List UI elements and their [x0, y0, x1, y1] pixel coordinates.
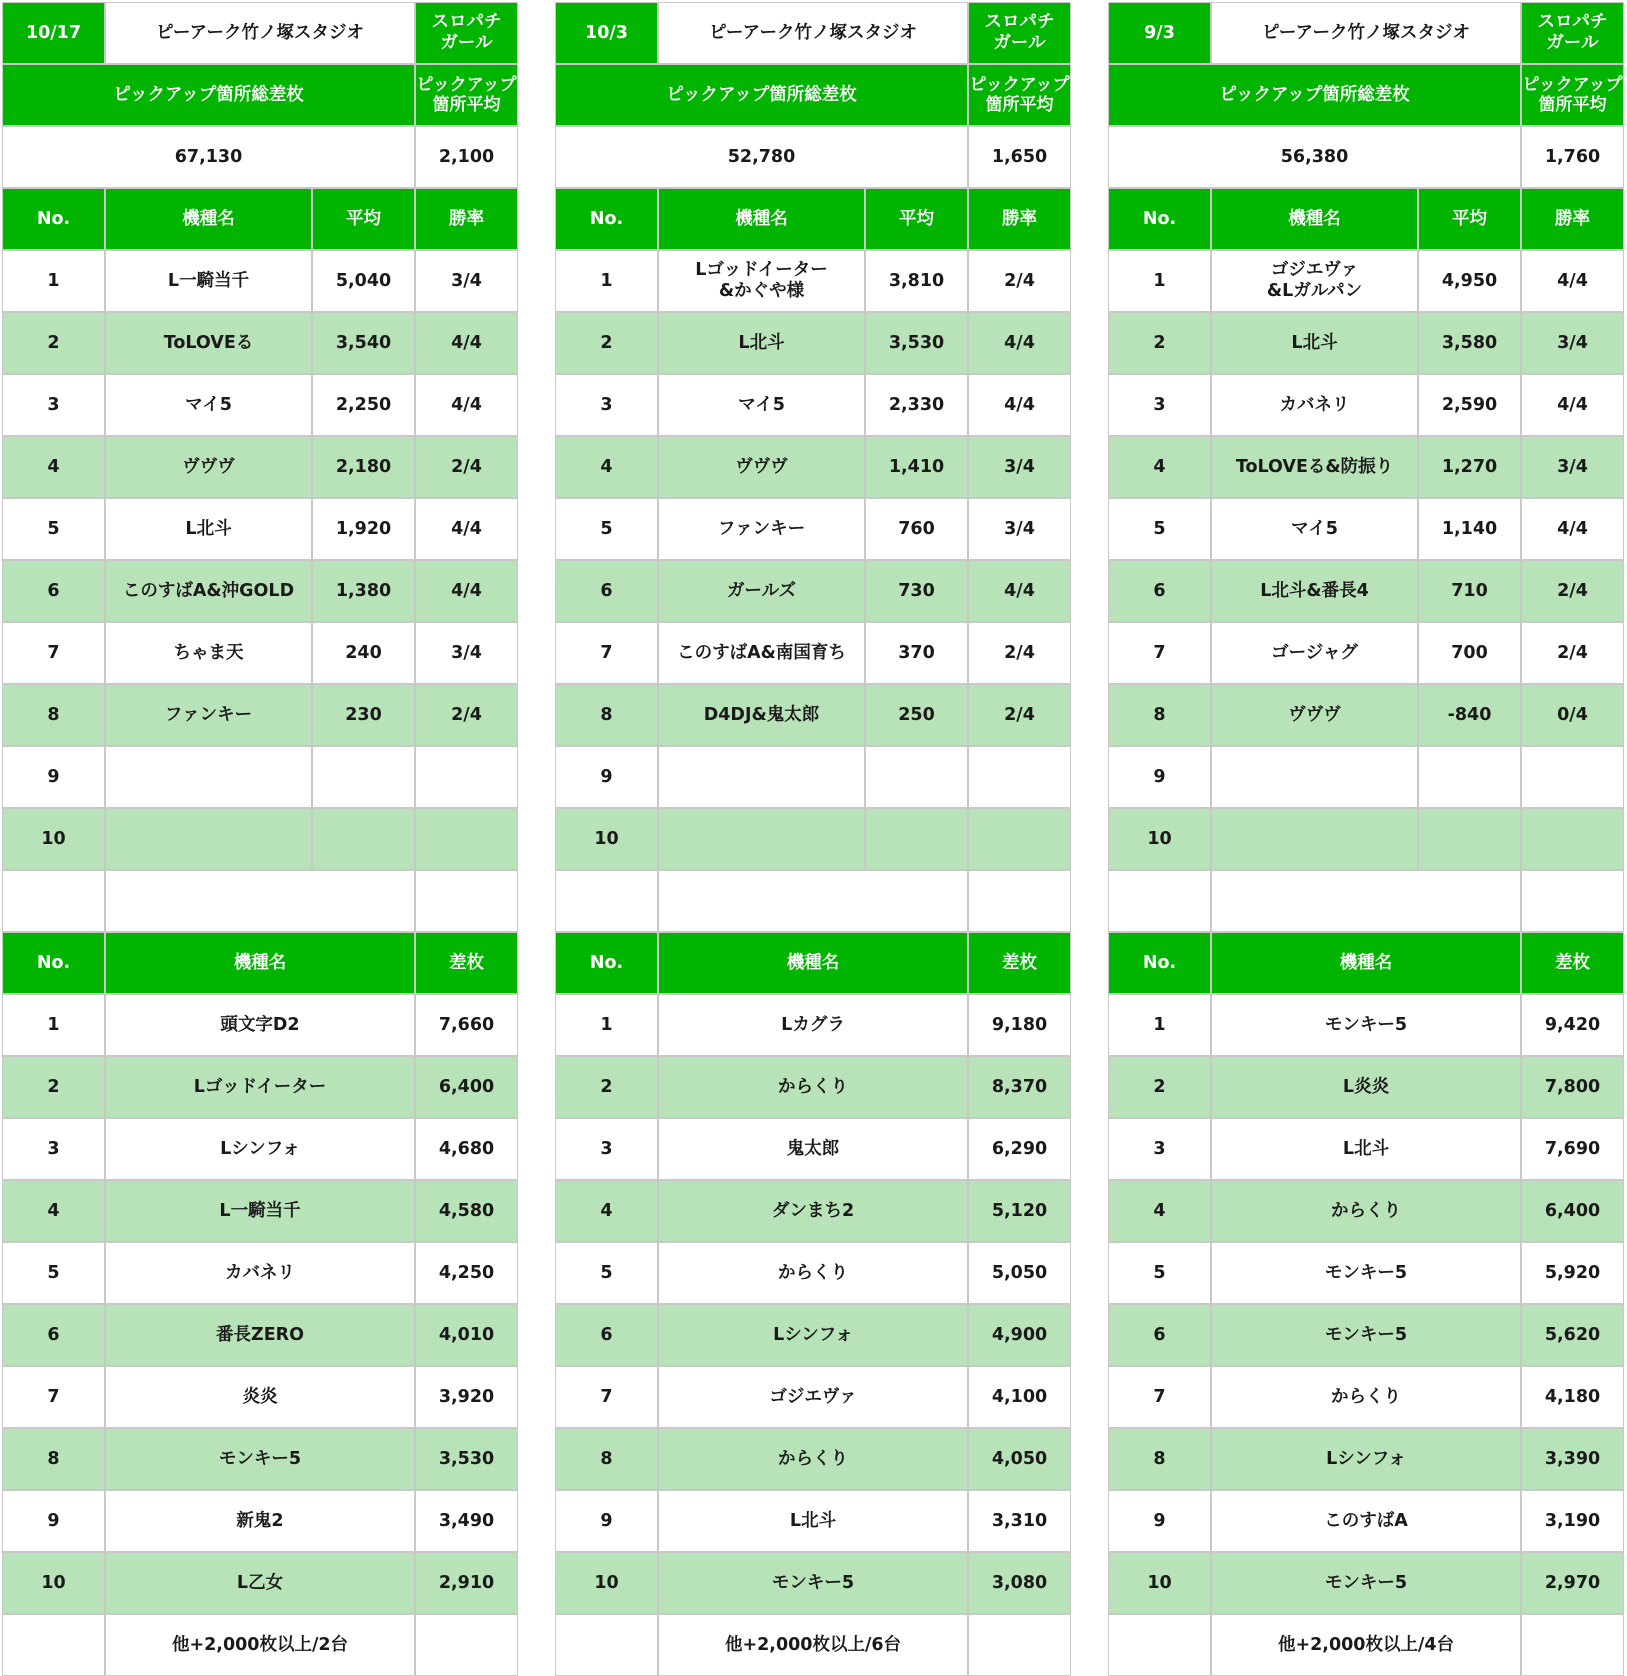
media-label: スロパチ ガール [968, 2, 1071, 64]
difference-value: 3,080 [968, 1552, 1071, 1614]
rank-number: 5 [555, 498, 658, 560]
rank-number: 8 [555, 1428, 658, 1490]
average-value-cell: 2,250 [312, 374, 415, 436]
difference-value: 3,490 [415, 1490, 518, 1552]
rank-number: 3 [1108, 374, 1211, 436]
model-name: L北斗&番長4 [1211, 560, 1418, 622]
difference-value: 9,180 [968, 994, 1071, 1056]
difference-value: 6,400 [415, 1056, 518, 1118]
rank-number: 10 [1108, 1552, 1211, 1614]
footer-blank [968, 1614, 1071, 1676]
average-value-cell [312, 746, 415, 808]
model-name: ファンキー [658, 498, 865, 560]
average-value-cell: 2,330 [865, 374, 968, 436]
winrate-value [415, 746, 518, 808]
rank-number: 3 [2, 1118, 105, 1180]
model-name: モンキー5 [658, 1552, 968, 1614]
difference-value: 3,190 [1521, 1490, 1624, 1552]
model-name: 番長ZERO [105, 1304, 415, 1366]
difference-value: 4,010 [415, 1304, 518, 1366]
rank-number: 4 [1108, 436, 1211, 498]
average-value-cell: 2,180 [312, 436, 415, 498]
difference-value: 5,050 [968, 1242, 1071, 1304]
average-value: 2,100 [415, 126, 518, 188]
model-name: L炎炎 [1211, 1056, 1521, 1118]
average-value-cell: 1,380 [312, 560, 415, 622]
difference-value: 2,970 [1521, 1552, 1624, 1614]
model-name [1211, 808, 1418, 870]
footer-note: 他+2,000枚以上/6台 [658, 1614, 968, 1676]
model-name: マイ5 [658, 374, 865, 436]
winrate-value: 4/4 [415, 312, 518, 374]
rank-number: 7 [1108, 622, 1211, 684]
footer-note: 他+2,000枚以上/2台 [105, 1614, 415, 1676]
rank-number: 7 [2, 1366, 105, 1428]
winrate-header: 勝率 [1521, 188, 1624, 250]
model-name: L北斗 [1211, 312, 1418, 374]
winrate-value: 3/4 [1521, 312, 1624, 374]
rank-number: 3 [555, 1118, 658, 1180]
winrate-value: 4/4 [1521, 498, 1624, 560]
model-name: L北斗 [105, 498, 312, 560]
model-name: このすばA&南国育ち [658, 622, 865, 684]
model-name: 炎炎 [105, 1366, 415, 1428]
number-header: No. [1108, 932, 1211, 994]
difference-value: 6,290 [968, 1118, 1071, 1180]
rank-number: 1 [1108, 250, 1211, 312]
winrate-value: 2/4 [968, 250, 1071, 312]
difference-value: 3,920 [415, 1366, 518, 1428]
rank-number: 2 [2, 312, 105, 374]
model-name: 頭文字D2 [105, 994, 415, 1056]
rank-number: 2 [1108, 1056, 1211, 1118]
average-value-cell: -840 [1418, 684, 1521, 746]
model-name: モンキー5 [1211, 1304, 1521, 1366]
rank-number: 5 [1108, 498, 1211, 560]
model-name [1211, 746, 1418, 808]
rank-number: 8 [2, 684, 105, 746]
average-value-cell: 240 [312, 622, 415, 684]
difference-value: 8,370 [968, 1056, 1071, 1118]
winrate-value: 3/4 [415, 250, 518, 312]
rank-number: 6 [555, 1304, 658, 1366]
number-header: No. [2, 932, 105, 994]
rank-number: 1 [2, 994, 105, 1056]
rank-number: 1 [555, 250, 658, 312]
model-name: L乙女 [105, 1552, 415, 1614]
difference-value: 4,100 [968, 1366, 1071, 1428]
model-name [105, 808, 312, 870]
model-header: 機種名 [658, 188, 865, 250]
model-name: Lシンフォ [105, 1118, 415, 1180]
difference-value: 5,920 [1521, 1242, 1624, 1304]
model-header: 機種名 [1211, 932, 1521, 994]
model-name: L北斗 [1211, 1118, 1521, 1180]
rank-number: 9 [1108, 1490, 1211, 1552]
rank-number: 9 [555, 746, 658, 808]
number-header: No. [555, 188, 658, 250]
average-value-cell: 3,580 [1418, 312, 1521, 374]
average-value-cell: 4,950 [1418, 250, 1521, 312]
difference-value: 7,660 [415, 994, 518, 1056]
difference-value: 3,310 [968, 1490, 1071, 1552]
model-name [658, 808, 865, 870]
average-value-cell: 710 [1418, 560, 1521, 622]
spacer-cell [1211, 870, 1521, 932]
winrate-value: 4/4 [415, 560, 518, 622]
model-name: からくり [1211, 1180, 1521, 1242]
model-name: ヴヴヴ [658, 436, 865, 498]
model-name: ダンまち2 [658, 1180, 968, 1242]
difference-value: 3,530 [415, 1428, 518, 1490]
winrate-value [968, 808, 1071, 870]
rank-number: 8 [1108, 684, 1211, 746]
model-name [105, 746, 312, 808]
footer-blank [1108, 1614, 1211, 1676]
difference-value: 6,400 [1521, 1180, 1624, 1242]
number-header: No. [2, 188, 105, 250]
average-value-cell: 1,920 [312, 498, 415, 560]
model-name: からくり [658, 1056, 968, 1118]
difference-header: 差枚 [1521, 932, 1624, 994]
rank-number: 5 [555, 1242, 658, 1304]
winrate-value [1521, 746, 1624, 808]
average-value-cell: 250 [865, 684, 968, 746]
average-value-cell: 760 [865, 498, 968, 560]
rank-number: 3 [1108, 1118, 1211, 1180]
average-label: ピックアップ箇所平均 [968, 64, 1071, 126]
difference-value: 4,680 [415, 1118, 518, 1180]
difference-value: 4,900 [968, 1304, 1071, 1366]
winrate-value: 4/4 [968, 312, 1071, 374]
average-header: 平均 [312, 188, 415, 250]
winrate-value: 2/4 [415, 436, 518, 498]
rank-number: 4 [2, 436, 105, 498]
winrate-header: 勝率 [968, 188, 1071, 250]
difference-value: 7,690 [1521, 1118, 1624, 1180]
winrate-value: 3/4 [1521, 436, 1624, 498]
rank-number: 9 [2, 746, 105, 808]
average-value-cell: 1,410 [865, 436, 968, 498]
difference-value: 4,180 [1521, 1366, 1624, 1428]
rank-number: 8 [2, 1428, 105, 1490]
model-name: ToLOVEる [105, 312, 312, 374]
average-label: ピックアップ箇所平均 [415, 64, 518, 126]
rank-number: 1 [555, 994, 658, 1056]
model-name: このすばA [1211, 1490, 1521, 1552]
spacer-cell [1108, 870, 1211, 932]
rank-number: 1 [1108, 994, 1211, 1056]
average-value-cell: 230 [312, 684, 415, 746]
winrate-value: 4/4 [1521, 250, 1624, 312]
spacer-cell [415, 870, 518, 932]
rank-number: 10 [555, 808, 658, 870]
model-name: 新鬼2 [105, 1490, 415, 1552]
model-header: 機種名 [105, 188, 312, 250]
difference-value: 4,580 [415, 1180, 518, 1242]
difference-header: 差枚 [415, 932, 518, 994]
model-name: Lシンフォ [1211, 1428, 1521, 1490]
average-value-cell: 3,810 [865, 250, 968, 312]
difference-value: 7,800 [1521, 1056, 1624, 1118]
difference-value: 5,120 [968, 1180, 1071, 1242]
winrate-value: 3/4 [415, 622, 518, 684]
rank-number: 10 [2, 1552, 105, 1614]
model-header: 機種名 [658, 932, 968, 994]
model-name: カバネリ [1211, 374, 1418, 436]
average-value-cell: 730 [865, 560, 968, 622]
model-name: D4DJ&鬼太郎 [658, 684, 865, 746]
media-label: スロパチ ガール [415, 2, 518, 64]
rank-number: 6 [1108, 560, 1211, 622]
model-name: からくり [658, 1428, 968, 1490]
rank-number: 6 [1108, 1304, 1211, 1366]
winrate-value: 4/4 [415, 498, 518, 560]
model-name: ちゃま天 [105, 622, 312, 684]
rank-number: 3 [555, 374, 658, 436]
model-name: カバネリ [105, 1242, 415, 1304]
average-value-cell: 370 [865, 622, 968, 684]
total-label: ピックアップ箇所総差枚 [1108, 64, 1521, 126]
footer-blank [415, 1614, 518, 1676]
winrate-value: 2/4 [1521, 622, 1624, 684]
footer-blank [1521, 1614, 1624, 1676]
average-value-cell: 1,140 [1418, 498, 1521, 560]
model-name: モンキー5 [1211, 1552, 1521, 1614]
rank-number: 10 [2, 808, 105, 870]
model-name: マイ5 [1211, 498, 1418, 560]
spacer-cell [1521, 870, 1624, 932]
difference-header: 差枚 [968, 932, 1071, 994]
model-name: ゴジエヴァ &Lガルパン [1211, 250, 1418, 312]
difference-value: 9,420 [1521, 994, 1624, 1056]
media-label: スロパチ ガール [1521, 2, 1624, 64]
winrate-value: 2/4 [415, 684, 518, 746]
winrate-value: 2/4 [968, 684, 1071, 746]
rank-number: 5 [2, 1242, 105, 1304]
rank-number: 9 [1108, 746, 1211, 808]
rank-number: 6 [2, 1304, 105, 1366]
rank-number: 2 [2, 1056, 105, 1118]
model-name: L北斗 [658, 312, 865, 374]
rank-number: 4 [1108, 1180, 1211, 1242]
number-header: No. [1108, 188, 1211, 250]
spacer-cell [2, 870, 105, 932]
winrate-value: 2/4 [1521, 560, 1624, 622]
model-name: ゴージャグ [1211, 622, 1418, 684]
average-header: 平均 [865, 188, 968, 250]
model-name: からくり [658, 1242, 968, 1304]
average-value-cell: 3,530 [865, 312, 968, 374]
total-label: ピックアップ箇所総差枚 [555, 64, 968, 126]
store-panel [555, 0, 1075, 1675]
rank-number: 4 [555, 436, 658, 498]
model-name: Lゴッドイーター &かぐや様 [658, 250, 865, 312]
rank-number: 9 [555, 1490, 658, 1552]
winrate-value: 0/4 [1521, 684, 1624, 746]
winrate-value: 2/4 [968, 622, 1071, 684]
date-label: 10/3 [555, 2, 658, 64]
model-name: ヴヴヴ [1211, 684, 1418, 746]
rank-number: 9 [2, 1490, 105, 1552]
rank-number: 7 [2, 622, 105, 684]
average-value-cell: 3,540 [312, 312, 415, 374]
total-label: ピックアップ箇所総差枚 [2, 64, 415, 126]
rank-number: 4 [555, 1180, 658, 1242]
rank-number: 8 [1108, 1428, 1211, 1490]
model-name: マイ5 [105, 374, 312, 436]
spacer-cell [968, 870, 1071, 932]
spacer-cell [555, 870, 658, 932]
rank-number: 5 [1108, 1242, 1211, 1304]
spacer-cell [658, 870, 968, 932]
rank-number: 3 [2, 374, 105, 436]
model-header: 機種名 [105, 932, 415, 994]
model-name: ToLOVEる&防振り [1211, 436, 1418, 498]
winrate-value: 3/4 [968, 436, 1071, 498]
footer-blank [2, 1614, 105, 1676]
rank-number: 10 [1108, 808, 1211, 870]
average-value-cell [1418, 808, 1521, 870]
footer-blank [555, 1614, 658, 1676]
rank-number: 1 [2, 250, 105, 312]
store-name: ピーアーク竹ノ塚スタジオ [105, 2, 415, 64]
average-label: ピックアップ箇所平均 [1521, 64, 1624, 126]
winrate-value [968, 746, 1071, 808]
difference-value: 5,620 [1521, 1304, 1624, 1366]
model-name: ヴヴヴ [105, 436, 312, 498]
winrate-value: 4/4 [968, 560, 1071, 622]
winrate-value: 4/4 [1521, 374, 1624, 436]
difference-value: 2,910 [415, 1552, 518, 1614]
model-name: モンキー5 [1211, 994, 1521, 1056]
average-value-cell: 700 [1418, 622, 1521, 684]
difference-value: 4,050 [968, 1428, 1071, 1490]
date-label: 9/3 [1108, 2, 1211, 64]
difference-value: 4,250 [415, 1242, 518, 1304]
rank-number: 6 [2, 560, 105, 622]
average-value-cell: 2,590 [1418, 374, 1521, 436]
store-name: ピーアーク竹ノ塚スタジオ [1211, 2, 1521, 64]
rank-number: 8 [555, 684, 658, 746]
model-name: ファンキー [105, 684, 312, 746]
rank-number: 6 [555, 560, 658, 622]
store-name: ピーアーク竹ノ塚スタジオ [658, 2, 968, 64]
average-value-cell: 5,040 [312, 250, 415, 312]
rank-number: 2 [555, 312, 658, 374]
rank-number: 10 [555, 1552, 658, 1614]
winrate-value: 4/4 [415, 374, 518, 436]
rank-number: 2 [1108, 312, 1211, 374]
model-name: ガールズ [658, 560, 865, 622]
model-name [658, 746, 865, 808]
average-value: 1,760 [1521, 126, 1624, 188]
difference-value: 3,390 [1521, 1428, 1624, 1490]
model-name: L一騎当千 [105, 250, 312, 312]
store-panel [1108, 0, 1627, 1675]
rank-number: 5 [2, 498, 105, 560]
footer-note: 他+2,000枚以上/4台 [1211, 1614, 1521, 1676]
average-value: 1,650 [968, 126, 1071, 188]
date-label: 10/17 [2, 2, 105, 64]
model-header: 機種名 [1211, 188, 1418, 250]
total-value: 52,780 [555, 126, 968, 188]
model-name: ゴジエヴァ [658, 1366, 968, 1428]
average-value-cell [312, 808, 415, 870]
model-name: モンキー5 [1211, 1242, 1521, 1304]
store-panel [2, 0, 522, 1675]
model-name: L一騎当千 [105, 1180, 415, 1242]
model-name: L北斗 [658, 1490, 968, 1552]
model-name: 鬼太郎 [658, 1118, 968, 1180]
rank-number: 7 [1108, 1366, 1211, 1428]
average-value-cell [865, 746, 968, 808]
model-name: Lカグラ [658, 994, 968, 1056]
average-header: 平均 [1418, 188, 1521, 250]
total-value: 56,380 [1108, 126, 1521, 188]
average-value-cell [865, 808, 968, 870]
model-name: Lゴッドイーター [105, 1056, 415, 1118]
rank-number: 7 [555, 622, 658, 684]
number-header: No. [555, 932, 658, 994]
model-name: このすばA&沖GOLD [105, 560, 312, 622]
winrate-value [1521, 808, 1624, 870]
rank-number: 4 [2, 1180, 105, 1242]
winrate-value: 4/4 [968, 374, 1071, 436]
model-name: からくり [1211, 1366, 1521, 1428]
model-name: モンキー5 [105, 1428, 415, 1490]
average-value-cell [1418, 746, 1521, 808]
model-name: Lシンフォ [658, 1304, 968, 1366]
rank-number: 7 [555, 1366, 658, 1428]
rank-number: 2 [555, 1056, 658, 1118]
winrate-value: 3/4 [968, 498, 1071, 560]
winrate-header: 勝率 [415, 188, 518, 250]
total-value: 67,130 [2, 126, 415, 188]
spacer-cell [105, 870, 415, 932]
winrate-value [415, 808, 518, 870]
average-value-cell: 1,270 [1418, 436, 1521, 498]
